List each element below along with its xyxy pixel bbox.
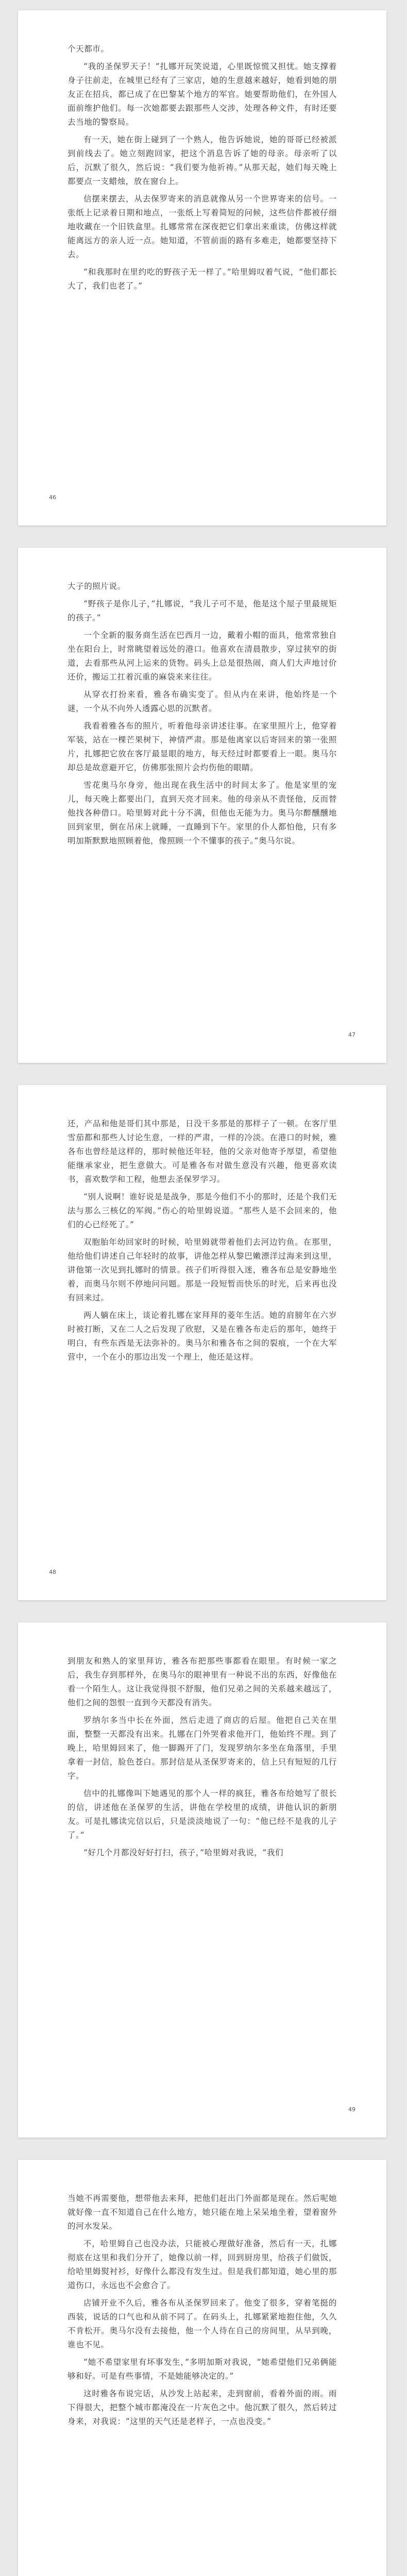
paragraph: 个天都市。 <box>67 44 109 54</box>
paragraph: “好几个月都没好好打扫，孩子，”哈里姆对我说，“我们 <box>83 1848 284 1857</box>
page-text <box>67 42 337 297</box>
book-page-4 <box>18 1622 386 2138</box>
paragraph: “野孩子是你儿子，”扎娜说，“我儿子可不是，他是这个屋子里最规矩的孩子。” <box>67 599 337 622</box>
page-text <box>67 1654 337 1863</box>
paragraph: “别人说啊！谁好说是是战争，那是今他们不小的那时，还是个我们无法与那么三核亿的军阀。”伤心的哈里姆说道。“那些人是不会回来的，他们的心已经死了。” <box>67 1192 337 1229</box>
paragraph: 当她不再需要他，想带他去来拜，把他们赶出门外面都是现在。然后呢她就好像一直不知道自己在什么地方，她只能在地上呆呆地坐着，望着窗外的河水发呆。 <box>67 2194 337 2231</box>
paragraph: 有一天，她在街上碰到了一个熟人，他告诉她说，她的哥哥已经被派到前线去了。她立刻跑回家，把这个消息告诉了她的母亲。母亲听了以后，沉默了很久，然后说：“我们要为他祈祷。”从那天起，她们每天晚上都要点一支蜡烛，放在窗台上。 <box>67 135 337 186</box>
paragraph: 还，产品和他是哥们其中那是，日没干多那是的那样子了一顿。在客厅里雪茄都和那些人讨论生意，一样的严肃，一样的冷淡。在港口的时候，雅各布也曾经是这样的，那时候他还年轻，他的父亲对他寄予厚望，希望他能继承家业，把生意做大。可是雅各布对做生意没有兴趣，他更喜欢读书，喜欢数学和工程，他想去圣保罗学习。 <box>67 1119 337 1184</box>
page-text <box>67 580 337 852</box>
paragraph: “和我那时在里约吃的野孩子无一样了。”哈里姆叹着气说，“他们都长大了，我们也老了。” <box>67 267 337 291</box>
paragraph: 雪花奥马尔身旁，他出现在我生活中的时间太多了。他是家里的宠儿，每天晚上都要出门，直到天亮才回来。他的母亲从不责怪他，反而替他找各种借口。哈里姆对此十分不满，但他也无能为力。奥马尔醉醺醺地回到家里，倒在吊床上就睡，一直睡到下午。家里的仆人都怕他，只有多明加斯默默地照顾着他，像照顾一个不懂事的孩子。”奥马尔说。 <box>67 781 337 845</box>
paragraph: 我看着雅各布的照片，听着他母亲讲述往事。在家里照片上，他穿着军装，站在一棵芒果树下，神情严肃。那是他离家以后寄回来的第一张照片，扎娜把它放在客厅最显眼的地方，每天经过时都要看上一眼。奥马尔却总是故意避开它，仿佛那张照片会灼伤他的眼睛。 <box>67 721 337 772</box>
paragraph: 双胞胎年幼回家时的时候，哈里姆就带着他们去河边钓鱼。在那里，他给他们讲述自己年轻时的故事，讲他怎样从黎巴嫩漂洋过海来到这里，讲他第一次见到扎娜时的情景。孩子们听得很入迷，雅各布总是安静地坐着，而奥马尔则不停地问问题。那是一段短暂而快乐的时光，后来再也没有回来过。 <box>67 1238 337 1302</box>
paragraph: “她不希望家里有坏事发生，”多明加斯对我说，“她希望他们兄弟俩能够和好。可是有些事情，不是她能够决定的。” <box>67 2358 337 2381</box>
paragraph: 一个全新的服务商生活在巴西月一边，戴着小帽的面具，他常常独自坐在阳台上，时常眺望着远处的港口。他喜欢在清晨散步，穿过狭窄的街道，去看那些从河上运来的货物。码头上总是很热闹，商人们大声地讨价还价，搬运工扛着沉重的麻袋来来往往。 <box>67 631 337 682</box>
book-page-1 <box>18 10 386 526</box>
paragraph: 这时雅各布说完话，从沙发上站起来，走到窗前，看着外面的雨。雨下得很大，把整个城市都淹没在一片灰色之中。他沉默了很久，然后转过身来，对我说：“这里的天气还是老样子，一点也没变。” <box>67 2389 337 2426</box>
page-text <box>67 2192 337 2432</box>
page-number: 47 <box>348 1031 355 1038</box>
paragraph: 信中的扎娜像叫下她遇见的那个人一样的疯狂，雅各布给她写了很长的信，讲述他在圣保罗的生活，讲他在学校里的成绩，讲他认识的新朋友。可是扎娜读完信以后，只是淡淡地说了一句：“他已经不是我的儿子了。” <box>67 1789 337 1840</box>
paragraph: 从穿衣打扮来看，雅各布确实变了。但从内在来讲，他始终是一个谜，一个从不向外人透露心思的沉默者。 <box>67 690 337 713</box>
book-page-3 <box>18 1085 386 1600</box>
page-number: 49 <box>348 2106 355 2113</box>
page-number: 48 <box>49 1569 56 1575</box>
paragraph: 店铺开业不久后，雅各布从圣保罗回来了。他变了很多，穿着笔挺的西装，说话的口气也和从前不同了。在码头上，扎娜紧紧地抱住他，久久不肯松开。奥马尔没有去接他，他一个人待在自己的房间里，从早到晚，谁也不见。 <box>67 2298 337 2349</box>
paragraph: “我的圣保罗天子！”扎娜开玩笑说道，心里既惊慌又担忧。她支撑着身子往前走，在城里已经有了三家店，她的生意越来越好，她看到她的朋友正在招兵，都已成了在巴黎某个地方的军官。她要帮助他们，在外国人面前维护他们。每一次她都要去跟那些人交涉，处理各种文件，有时还要去当地的警察局。 <box>67 62 337 127</box>
page-text <box>67 1117 337 1368</box>
page-number: 46 <box>49 494 56 501</box>
book-page-2 <box>18 548 386 1063</box>
book-page-5 <box>18 2160 386 2576</box>
paragraph: 信摆来摆去，从去保罗寄来的消息就像从另一个世界寄来的信号。一张纸上记录着日期和地点，一张纸上写着简短的问候，这些信件都被仔细地收藏在一个旧铁盒里。扎娜常常在深夜把它们拿出来重读，仿佛这样就能离远方的亲人近一点。她知道，不管前面的路有多难走，她都要坚持下去。 <box>67 194 337 259</box>
paragraph: 大子的照片说。 <box>67 582 126 591</box>
paragraph: 到朋友和熟人的家里拜访，雅各布把那些事都看在眼里。有时候一家之后，我生存到那样外，在奥马尔的眼神里有一种说不出的东西，好像他在看一个陌生人。这让我觉得很不舒服，他们兄弟之间的关系越来越远了，他们之间的怨恨一直到今天都没有消失。 <box>67 1656 337 1707</box>
paragraph: 罗纳尔多当中长在外面，然后走进了商店的后屋。他把自己关在里面，整整一天都没有出来。扎娜在门外哭着求他开门，他始终不理。到了晚上，哈里姆回来了，他一脚踢开了门，发现罗纳尔多坐在角落里，手里拿着一封信，脸色苍白。那封信是从圣保罗寄来的，信上只有短短的几行字。 <box>67 1716 337 1781</box>
paragraph: 不，哈里姆自己也没办法，只能被心理做好准备，然后有一天，扎娜彻底在这里和我们分开了，她像以前一样，回到厨房里，给孩子们做饭，给哈里姆熨衬衫，好像什么都没有发生过。但是我们都知道，她心里的那道伤口，永远也不会愈合了。 <box>67 2239 337 2290</box>
paragraph: 两人躺在床上，谈论着扎娜在家拜拜的菱年生活。她的肩膀年在六岁时被打断，又在二人之后发现了欣慰，又是在雅各布走后的那年，她终于明白，有些东西是无法弥补的。奥马尔和雅各布之间的裂痕，一个在大军营中，一个在小的那边出发一个理上，他还是这样。 <box>67 1311 337 1362</box>
